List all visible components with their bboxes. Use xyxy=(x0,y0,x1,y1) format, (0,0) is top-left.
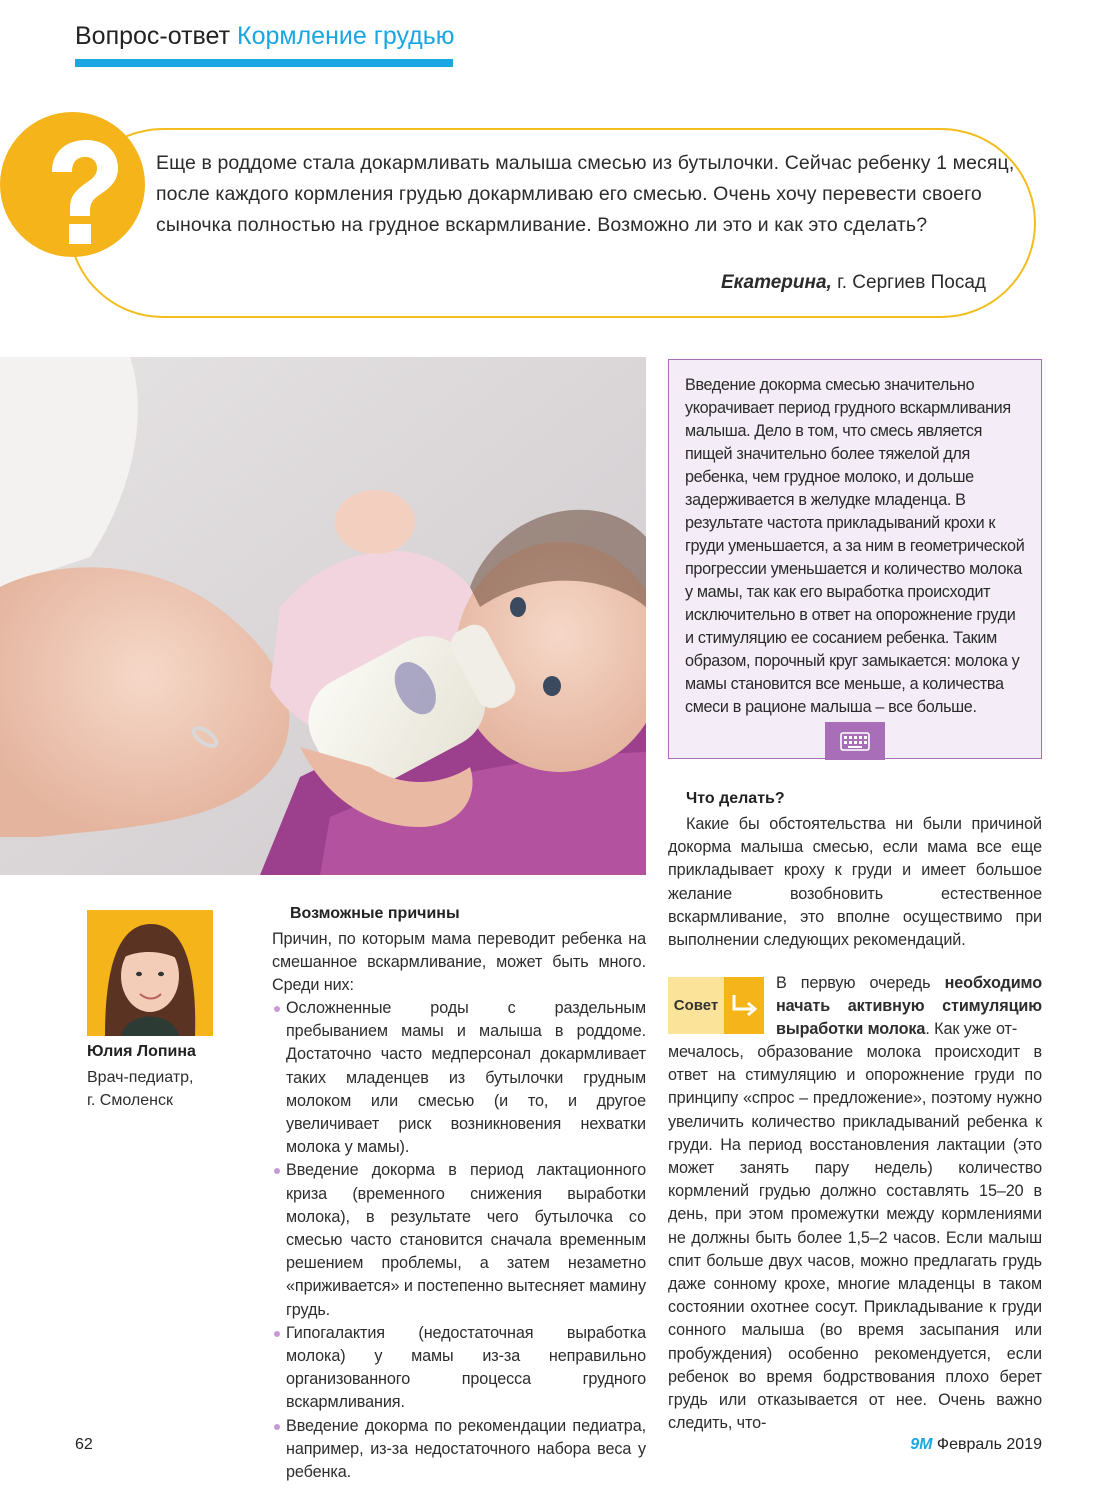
question-signature xyxy=(721,272,986,294)
author-city: г. Смоленск xyxy=(87,1092,173,1109)
question-text: Еще в роддоме стала докармливать малыша смесью из бутылочки. Сейчас ребенку 1 месяц, после каждого кормления грудью докармливаю его смесью. Очень хочу перевести своего сыночка полностью на грудное вскармливание. Возможно ли это и как это сделать? xyxy=(156,152,1015,236)
footer-issue xyxy=(910,1436,1042,1454)
author-title xyxy=(87,1066,193,1112)
list-item: Введение докорма в период лактационного криза (временного снижения выработки молока), в результате чего бутылочка со смесью часто становится сначала временным решением проблемы, а затем незаметно «приживается» и постепенно вытесняет мамину грудь. xyxy=(272,1159,646,1321)
causes-heading: Возможные причины xyxy=(290,905,460,922)
author-position: Врач-педиатр, xyxy=(87,1069,194,1086)
magazine-logo: 9М xyxy=(910,1436,933,1453)
list-item: Гипогалактия (недостаточная выработка молока) у мамы из-за неправильно организованного процесса грудного вскармливания. xyxy=(272,1322,646,1415)
question-mark-icon xyxy=(0,112,145,257)
keyboard-icon xyxy=(825,722,885,760)
causes-list xyxy=(272,997,646,1484)
issue-date: Февраль 2019 xyxy=(936,1436,1042,1453)
info-box-text: Введение докорма смесью значительно укорачивает период грудного вскармливания малыша. Дело в том, что смесь является пищей значительно более тяжелой для ребенка, чем грудное молоко, и дольше задерживается в желудке младенца. В результате частота прикладываний крохи к груди уменьшается, а за ним в геометрической прогрессии уменьшается и количество молока у мамы, так как его выработка происходит исключительно в ответ на опорожнение груди и стимуляцию ее сосанием ребенка. Таким образом, порочный круг замыкается: молока у мамы становится все меньше, а количества смеси в рационе малыша – все больше. xyxy=(685,376,1025,716)
header-underline xyxy=(75,59,453,67)
question-author: Екатерина, xyxy=(720,272,832,293)
topic-title: Кормление грудью xyxy=(237,22,455,50)
advice-lead-text: В первую очередь xyxy=(776,974,945,992)
advice-text: мечалось, образование молока происходит в ответ на стимуляцию и опорожнение груди по принципу «спрос – предложение», поэтому нужно увеличить количество прикладываний ребенка к груди. На период восстановления лактации (это может занять пару недель) количество кормлений грудью должно составлять 15–20 в день, при этом промежутки между кормлениями не должны быть более 1,5–2 часов. Если малыш спит больше двух часов, можно предлагать грудь даже сонному крохе, многие младенцы в таком состоянии охотнее сосут. Прикладывание к груди сонного малыша (во время засыпания или пробуждения) особенно рекомендуется, если ребенок во время бодрствования плохо берет грудь или отказывается от нее. Очень важно следить, что- xyxy=(668,1043,1042,1433)
main-photo xyxy=(0,357,646,875)
author-name: Юлия Лопина xyxy=(87,1043,196,1060)
page-header xyxy=(75,22,454,51)
author-avatar xyxy=(87,910,213,1036)
what-to-do-text: Какие бы обстоятельства ни были причиной докорма малыша смесью, если мама все еще прикладывает кроху к груди и имеет большое желание возобновить естественное вскармливание, это вполне осуществимо при выполнении следующих рекомендаций. xyxy=(668,815,1042,950)
advice-lead xyxy=(776,972,1042,1042)
causes-intro: Причин, по которым мама переводит ребенка на смешанное вскармливание, может быть много. Среди них: xyxy=(272,930,646,995)
arrow-right-icon xyxy=(724,977,764,1034)
page-number: 62 xyxy=(75,1436,93,1453)
question-city: г. Сергиев Посад xyxy=(837,272,986,293)
list-item: Осложненные роды с раздельным пребыванием мамы и малыша в роддоме. Достаточно часто медперсонал докармливает таких младенцев из бутылочки грудным молоком или смесью (и то, и другое увеличивает риск возникновения нехватки молока у мамы). xyxy=(272,997,646,1159)
advice-badge: Совет xyxy=(668,977,724,1034)
advice-bold-text: необходимо начать активную стимуляцию выработки молока xyxy=(776,974,1042,1039)
list-item: Введение докорма по рекомендации педиатра, например, из-за недостаточного набора веса у ребенка. xyxy=(272,1415,646,1485)
what-to-do-heading: Что делать? xyxy=(686,790,785,807)
section-title: Вопрос-ответ xyxy=(75,22,231,50)
advice-rest-first: . Как уже от- xyxy=(925,1020,1018,1039)
